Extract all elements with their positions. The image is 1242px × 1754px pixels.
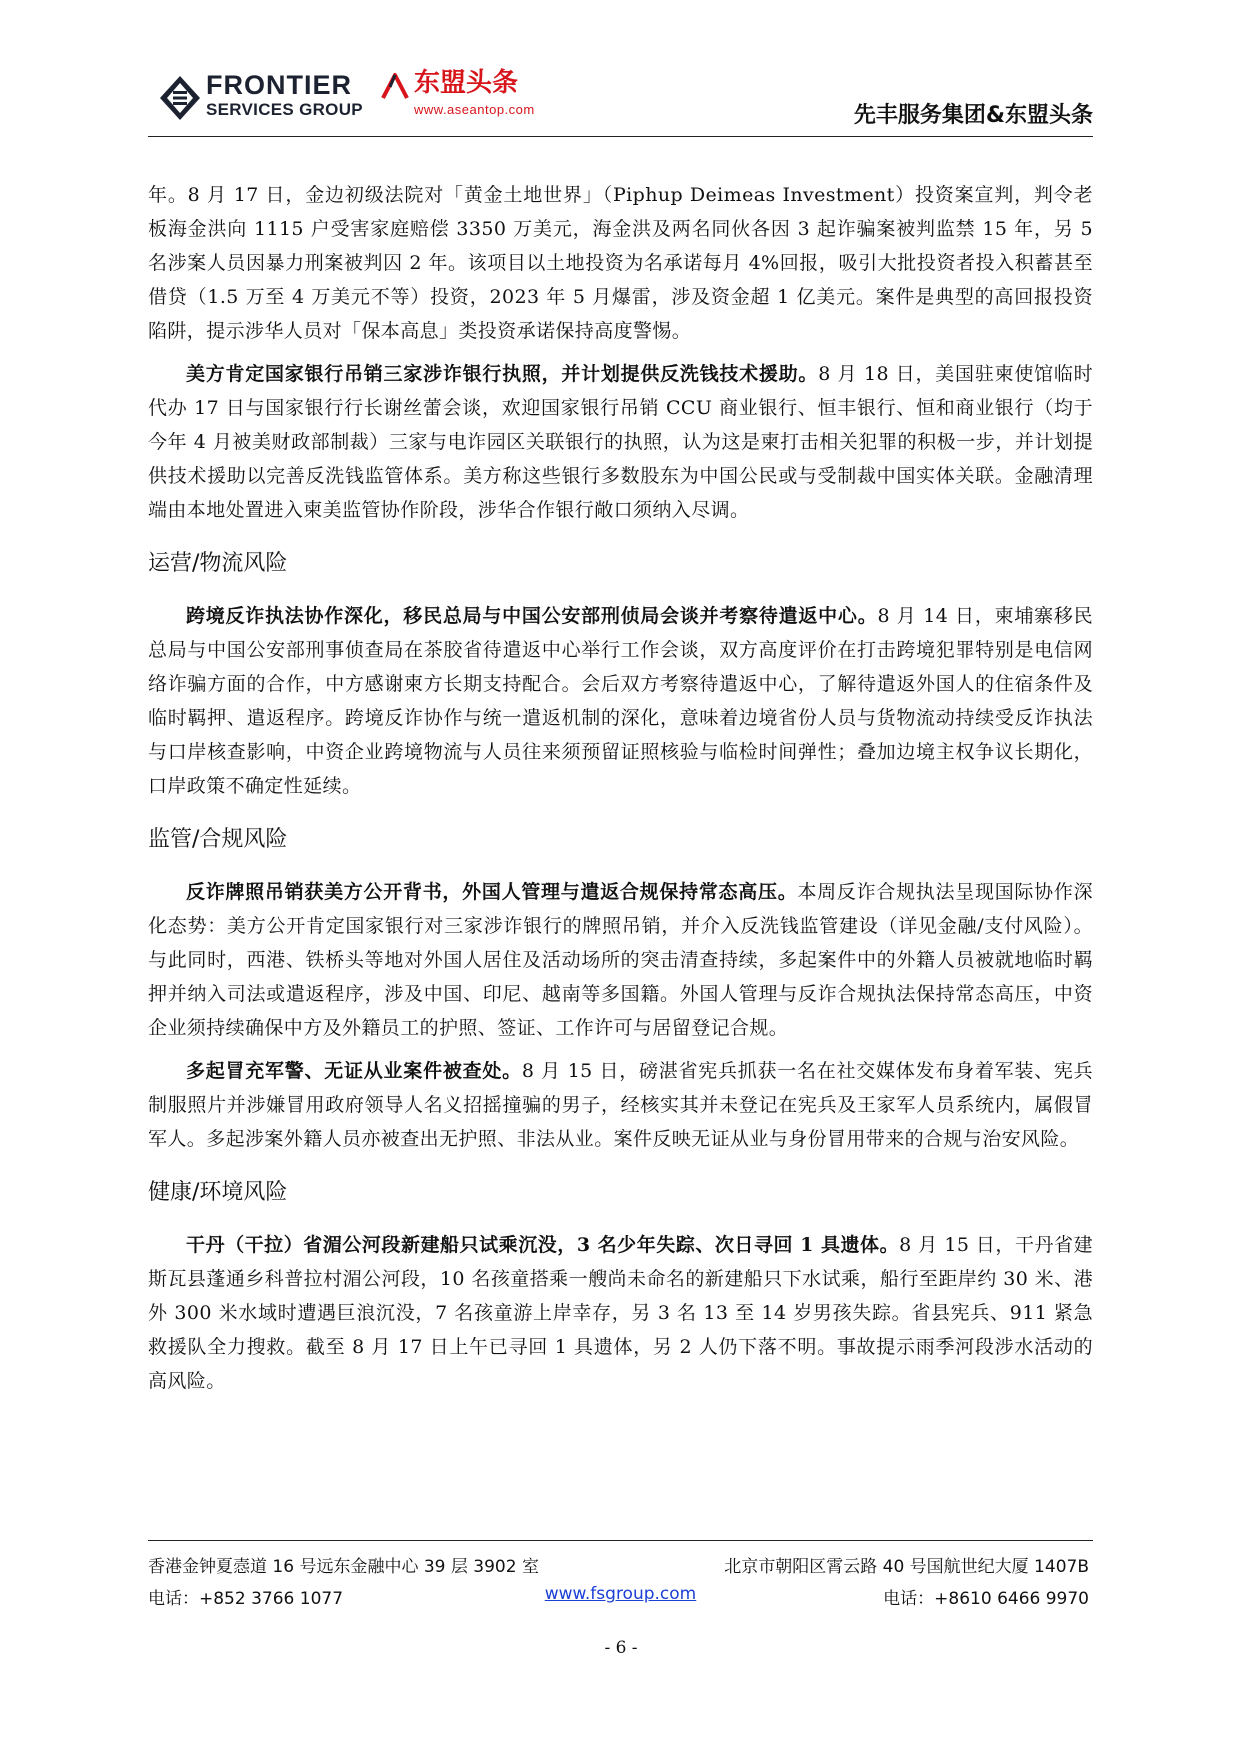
header-divider [148, 136, 1093, 137]
paragraph-text: 8 月 15 日，磅湛省宪兵抓获一名在社交媒体发布身着军装、宪兵制服照片并涉嫌冒用政府领导人名义招摇撞骗的男子，经核实其并未登记在宪兵及王家军人员系统内，属假冒军人。多起涉案外籍人员亦被查出无护照、非法从业。案件反映无证从业与身份冒用带来的合规与治安风险。 [148, 1060, 1094, 1150]
page-number: - 6 - [604, 1638, 638, 1658]
paragraph-text: 本周反诈合规执法呈现国际协作深化态势：美方公开肯定国家银行对三家涉诈银行的牌照吊销，并介入反洗钱监管建设（详见金融/支付风险）。与此同时，西港、铁桥头等地对外国人居住及活动场所的突击清查持续，多起案件中的外籍人员被就地临时羁押并纳入司法或遣返程序，涉及中国、印尼、越南等多国籍。外国人管理与反诈合规执法保持常态高压，中资企业须持续确保中方及外籍员工的护照、签证、工作许可与居留登记合规。 [148, 881, 1093, 1039]
paragraph-boat-sinking [148, 1228, 1093, 1398]
paragraph-text: 8 月 15 日，干丹省建斯瓦县蓬通乡科普拉村湄公河段，10 名孩童搭乘一艘尚未命名的新建船只下水试乘，船行至距岸约 30 米、港外 300 米水域时遭遇巨浪沉没，7 名孩童游上岸幸存，另 3 名 13 至 14 岁男孩失踪。省县宪兵、911 紧急救援队全力搜救。截至 8 月 17 日上午已寻回 1 具遗体，另 2 人仍下落不明。事故提示雨季河段涉水活动的高风险。 [148, 1234, 1093, 1392]
footer-divider [148, 1540, 1093, 1541]
paragraph-cross-border [148, 599, 1093, 803]
bj-phone: 电话：+8610 6466 9970 [883, 1589, 1089, 1609]
paragraph-lead: 跨境反诈执法协作深化，移民总局与中国公安部刑侦局会谈并考察待遣返中心。 [186, 605, 878, 627]
paragraph-text: 8 月 18 日，美国驻柬使馆临时代办 17 日与国家银行行长谢丝蕾会谈，欢迎国家银行吊销 CCU 商业银行、恒丰银行、恒和商业银行（均于今年 4 月被美财政部制裁）三家与电诈园区关联银行的执照，认为这是柬打击相关犯罪的积极一步，并计划提供技术援助以完善反洗钱监管体系。美方称这些银行多数股东为中国公民或与受制裁中国实体关联。金融清理端由本地处置进入柬美监管协作阶段，涉华合作银行敞口须纳入尽调。 [148, 363, 1093, 521]
website-link[interactable]: www.fsgroup.com [544, 1584, 697, 1604]
paragraph-lead: 多起冒充军警、无证从业案件被查处。 [186, 1060, 522, 1082]
frontier-logo-icon [158, 74, 202, 122]
footer-contact-row [148, 1580, 1093, 1612]
paragraph-text: 8 月 14 日，柬埔寨移民总局与中国公安部刑事侦查局在茶胶省待遣返中心举行工作会谈，双方高度评价在打击跨境犯罪特别是电信网络诈骗方面的合作，中方感谢柬方长期支持配合。会后双方考察待遣返中心，了解待遣返外国人的住宿条件及临时羁押、遣返程序。跨境反诈协作与统一遣返机制的深化，意味着边境省份人员与货物流动持续受反诈执法与口岸核查影响，中资企业跨境物流与人员往来须预留证照核验与临检时间弹性；叠加边境主权争议长期化，口岸政策不确定性延续。 [148, 605, 1093, 797]
paragraph-impersonation [148, 1054, 1093, 1156]
paragraph-lead: 反诈牌照吊销获美方公开背书，外国人管理与遣返合规保持常态高压。 [186, 881, 798, 903]
page-header [148, 66, 1093, 136]
page-footer [148, 1548, 1093, 1612]
frontier-line2: SERVICES GROUP [206, 100, 363, 119]
footer-address-row [148, 1548, 1093, 1580]
section-heading-health: 健康/环境风险 [148, 1180, 288, 1205]
aseantop-mark-icon [380, 72, 410, 100]
section-heading-compliance: 监管/合规风险 [148, 827, 288, 852]
paragraph-bank-license [148, 357, 1093, 527]
bj-address: 北京市朝阳区霄云路 40 号国航世纪大厦 1407B [724, 1557, 1089, 1577]
paragraph-gold-land-case: 年。8 月 17 日，金边初级法院对「黄金土地世界」（Piphup Deimeas Investment）投资案宣判，判令老板海金洪向 1115 户受害家庭赔偿 3350 万美元，海金洪及两名同伙各因 3 起诈骗案被判监禁 15 年，另 5 名涉案人员因暴力刑案被判囚 2 年。该项目以土地投资为名承诺每月 4%回报，吸引大批投资者投入积蓄甚至借贷（1.5 万至 4 万美元不等）投资，2023 年 5 月爆雷，涉及资金超 1 亿美元。案件是典型的高回报投资陷阱，提示涉华人员对「保本高息」类投资承诺保持高度警惕。 [148, 184, 1093, 342]
aseantop-url: www.aseantop.com [414, 102, 535, 117]
frontier-line1: FRONTIER [206, 70, 352, 100]
paragraph-license-endorsement [148, 875, 1093, 1045]
paragraph-lead: 干丹（干拉）省湄公河段新建船只试乘沉没，3 名少年失踪、次日寻回 1 具遗体。 [186, 1234, 900, 1256]
header-title: 先丰服务集团&东盟头条 [853, 103, 1093, 128]
hk-phone: 电话：+852 3766 1077 [148, 1589, 344, 1609]
section-heading-operations: 运营/物流风险 [148, 551, 288, 576]
aseantop-name: 东盟头条 [414, 68, 519, 98]
paragraph-lead: 美方肯定国家银行吊销三家涉诈银行执照，并计划提供反洗钱技术援助。 [186, 363, 819, 385]
frontier-wordmark [206, 72, 363, 118]
document-body [148, 178, 1093, 1407]
hk-address: 香港金钟夏悫道 16 号远东金融中心 39 层 3902 室 [148, 1557, 539, 1577]
